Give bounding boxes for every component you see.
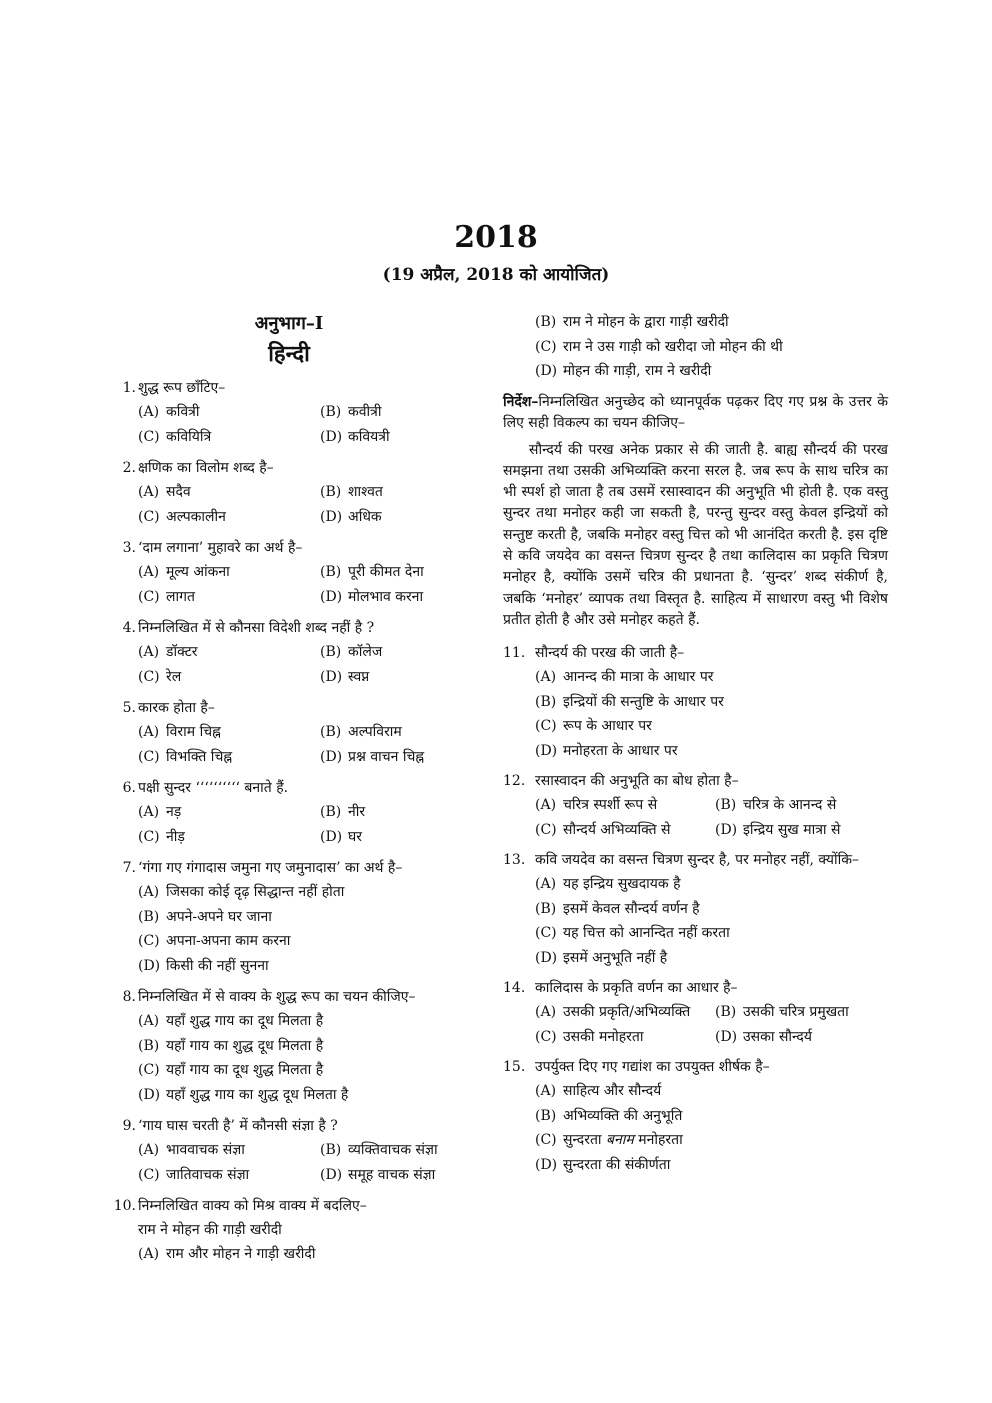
- option: (D) घर: [320, 828, 362, 845]
- option: (C) लागत: [138, 588, 195, 605]
- option: (A) सदैव: [138, 484, 191, 500]
- question-number: 5.: [122, 700, 136, 716]
- option: (D) उसका सौन्दर्य: [715, 1028, 812, 1045]
- option: (C) विभक्ति चिह्न: [138, 748, 233, 765]
- option: (D) इन्द्रिय सुख मात्रा से: [715, 821, 841, 838]
- option: (A) राम और मोहन ने गाड़ी खरीदी: [138, 1246, 316, 1262]
- question-number: 13.: [503, 852, 526, 869]
- question-text: ‘गाय घास चरती है’ में कौनसी संज्ञा है ?: [138, 1118, 338, 1134]
- option: (B) इसमें केवल सौन्दर्य वर्णन है: [535, 900, 700, 917]
- option: (C) सौन्दर्य अभिव्यक्ति से: [535, 821, 671, 838]
- option: (A) नड़: [138, 804, 182, 820]
- question-number: 11.: [503, 645, 526, 662]
- question-text: शुद्ध रूप छाँटिए–: [138, 380, 226, 396]
- option: (C) रेल: [138, 668, 182, 685]
- option: (B) कवीत्री: [320, 404, 382, 420]
- option: (A) उसकी प्रकृति/अभिव्यक्ति: [535, 1004, 691, 1021]
- question-5: [108, 696, 470, 769]
- option: (C) जातिवाचक संज्ञा: [138, 1166, 250, 1183]
- exam-date: (19 अप्रैल, 2018 को आयोजित): [382, 265, 610, 285]
- question-text: कारक होता है–: [138, 700, 215, 716]
- option: (A) चरित्र स्पर्शी रूप से: [535, 797, 658, 814]
- option: (A) यहाँ शुद्ध गाय का दूध मिलता है: [138, 1013, 324, 1029]
- question-8: [108, 985, 470, 1107]
- option: (B) पूरी कीमत देना: [320, 564, 424, 580]
- question-number: 14.: [503, 980, 526, 997]
- option: (A) भाववाचक संज्ञा: [138, 1142, 245, 1158]
- option: (B) नीर: [320, 804, 366, 820]
- option: (D) प्रश्न वाचन चिह्न: [320, 748, 425, 765]
- year-heading: 2018: [454, 220, 538, 255]
- option: (D) इसमें अनुभूति नहीं है: [535, 949, 668, 966]
- option: (A) साहित्य और सौन्दर्य: [535, 1083, 662, 1100]
- question-number: 15.: [503, 1059, 526, 1076]
- question-2: [108, 456, 470, 529]
- question-text: ‘दाम लगाना’ मुहावरे का अर्थ है–: [138, 540, 303, 556]
- option: (D) स्वप्न: [320, 668, 370, 685]
- option: (B) राम ने मोहन के द्वारा गाड़ी खरीदी: [535, 314, 729, 330]
- question-10: [108, 1194, 470, 1267]
- option: (A) विराम चिह्न: [138, 724, 221, 740]
- question-4: [108, 616, 470, 689]
- option: (C) राम ने उस गाड़ी को खरीदा जो मोहन की थी: [535, 338, 783, 355]
- question-number: 10.: [113, 1198, 136, 1214]
- question-number: 2.: [122, 460, 136, 476]
- question-number: 8.: [122, 989, 136, 1005]
- question-number: 12.: [503, 773, 526, 790]
- option: (C) यहाँ गाय का दूध शुद्ध मिलता है: [138, 1062, 324, 1078]
- question-6: [108, 776, 470, 849]
- question-number: 3.: [122, 540, 136, 556]
- question-text: निम्नलिखित में से वाक्य के शुद्ध रूप का चयन कीजिए–: [138, 989, 416, 1005]
- question-number: 4.: [122, 620, 136, 636]
- question-3: [108, 536, 470, 609]
- question-text: पक्षी सुन्दर ‘‘‘‘‘‘‘‘‘‘ बनाते हैं.: [138, 780, 289, 796]
- question-10-continued: [503, 310, 888, 384]
- question-number: 6.: [122, 780, 136, 796]
- option: (D) समूह वाचक संज्ञा: [320, 1166, 436, 1183]
- option: (B) शाश्वत: [320, 484, 383, 500]
- question-11: [503, 641, 888, 763]
- option: (B) अल्पविराम: [320, 724, 402, 740]
- option: (C) सुन्दरता बनाम मनोहरता: [535, 1132, 683, 1149]
- question-text: निम्नलिखित में से कौनसा विदेशी शब्द नहीं है ?: [138, 620, 375, 636]
- subject-title: हिन्दी: [268, 341, 310, 367]
- option: (C) अपना-अपना काम करना: [138, 933, 291, 949]
- directive: [503, 392, 888, 434]
- option: (B) यहाँ गाय का शुद्ध दूध मिलता है: [138, 1037, 324, 1054]
- left-column: [108, 310, 470, 1274]
- option: (C) रूप के आधार पर: [535, 718, 652, 735]
- option: (B) अपने-अपने घर जाना: [138, 908, 272, 925]
- question-9: [108, 1114, 470, 1187]
- option: (D) कवियत्री: [320, 428, 390, 445]
- option: (D) सुन्दरता की संकीर्णता: [535, 1156, 671, 1173]
- option: (A) आनन्द की मात्रा के आधार पर: [535, 669, 714, 686]
- option: (D) किसी की नहीं सुनना: [138, 957, 269, 974]
- option: (C) यह चित्त को आनन्दित नहीं करता: [535, 925, 730, 942]
- option: (B) उसकी चरित्र प्रमुखता: [715, 1004, 849, 1021]
- question-text: ‘गंगा गए गंगादास जमुना गए जमुनादास’ का अर्थ है–: [138, 860, 403, 876]
- question-text: कवि जयदेव का वसन्त चित्रण सुन्दर है, पर मनोहर नहीं, क्योंकि–: [535, 852, 860, 869]
- option: (B) चरित्र के आनन्द से: [715, 797, 837, 814]
- option: (A) डॉक्टर: [138, 644, 198, 660]
- question-sentence: राम ने मोहन की गाड़ी खरीदी: [138, 1222, 282, 1238]
- option: (B) कॉलेज: [320, 644, 383, 660]
- option: (D) मोहन की गाड़ी, राम ने खरीदी: [535, 363, 712, 379]
- question-14: [503, 976, 888, 1049]
- option: (C) अल्पकालीन: [138, 508, 226, 525]
- option: (D) यहाँ शुद्ध गाय का शुद्ध दूध मिलता है: [138, 1086, 349, 1103]
- option: (B) अभिव्यक्ति की अनुभूति: [535, 1107, 683, 1124]
- question-number: 9.: [122, 1118, 136, 1134]
- option: (B) व्यक्तिवाचक संज्ञा: [320, 1142, 438, 1158]
- option: (C) उसकी मनोहरता: [535, 1028, 644, 1045]
- option: (A) मूल्य आंकना: [138, 564, 230, 580]
- option: (D) अधिक: [320, 508, 382, 525]
- question-text: कालिदास के प्रकृति वर्णन का आधार है–: [535, 980, 738, 997]
- question-number: 7.: [122, 860, 136, 876]
- section-title: अनुभाग–I: [254, 313, 324, 334]
- question-7: [108, 856, 470, 978]
- question-text: सौन्दर्य की परख की जाती है–: [535, 645, 685, 662]
- question-13: [503, 848, 888, 970]
- option: (B) इन्द्रियों की सन्तुष्टि के आधार पर: [535, 693, 724, 710]
- question-text: उपर्युक्त दिए गए गद्यांश का उपयुक्त शीर्षक है–: [535, 1059, 770, 1076]
- question-number: 1.: [122, 380, 136, 396]
- passage: सौन्दर्य की परख अनेक प्रकार से की जाती है. बाह्य सौन्दर्य की परख समझना तथा उसकी अभिव्यक्ति करना सरल है. जब रूप के साथ चरित्र का भी स्पर्श हो जाता है तब उसमें रसास्वादन की अनुभूति भी होती है. एक वस्तु सुन्दर तथा मनोहर कही जा सकती है, परन्तु सुन्दर वस्तु केवल इन्द्रियों को सन्तुष्ट करती है, जबकि मनोहर वस्तु चित्त को भी आनंदित करती है. इस दृष्टि से कवि जयदेव का वसन्त चित्रण सुन्दर है तथा कालिदास का प्रकृति चित्रण मनोहर है, क्योंकि उसमें चरित्र की प्रधानता है. ‘सुन्दर’ शब्द संकीर्ण है, जबकि ‘मनोहर’ व्यापक तथा विस्तृत है. साहित्य में साधारण वस्तु भी विशेष प्रतीत होती है और उसे मनोहर कहते हैं.: [503, 441, 888, 628]
- option: (A) यह इन्द्रिय सुखदायक है: [535, 876, 681, 893]
- option: (A) कवित्री: [138, 404, 200, 420]
- question-text: क्षणिक का विलोम शब्द है–: [138, 460, 274, 476]
- option: (D) मोलभाव करना: [320, 588, 424, 605]
- directive-label: निर्देश–: [503, 393, 539, 410]
- directive-text: निम्नलिखित अनुच्छेद को ध्यानपूर्वक पढ़कर दिए गए प्रश्न के उत्तर के लिए सही विकल्प का चयन कीजिए–: [503, 393, 888, 431]
- option: (C) कवियित्रि: [138, 428, 212, 445]
- option: (A) जिसका कोई दृढ़ सिद्धान्त नहीं होता: [138, 884, 345, 900]
- question-1: [108, 376, 470, 449]
- question-text: रसास्वादन की अनुभूति का बोध होता है–: [535, 773, 739, 790]
- option: (D) मनोहरता के आधार पर: [535, 742, 678, 759]
- question-text: निम्नलिखित वाक्य को मिश्र वाक्य में बदलिए–: [138, 1198, 367, 1214]
- right-column: [503, 310, 888, 1183]
- question-12: [503, 769, 888, 842]
- question-15: [503, 1055, 888, 1177]
- option: (C) नीड़: [138, 828, 185, 845]
